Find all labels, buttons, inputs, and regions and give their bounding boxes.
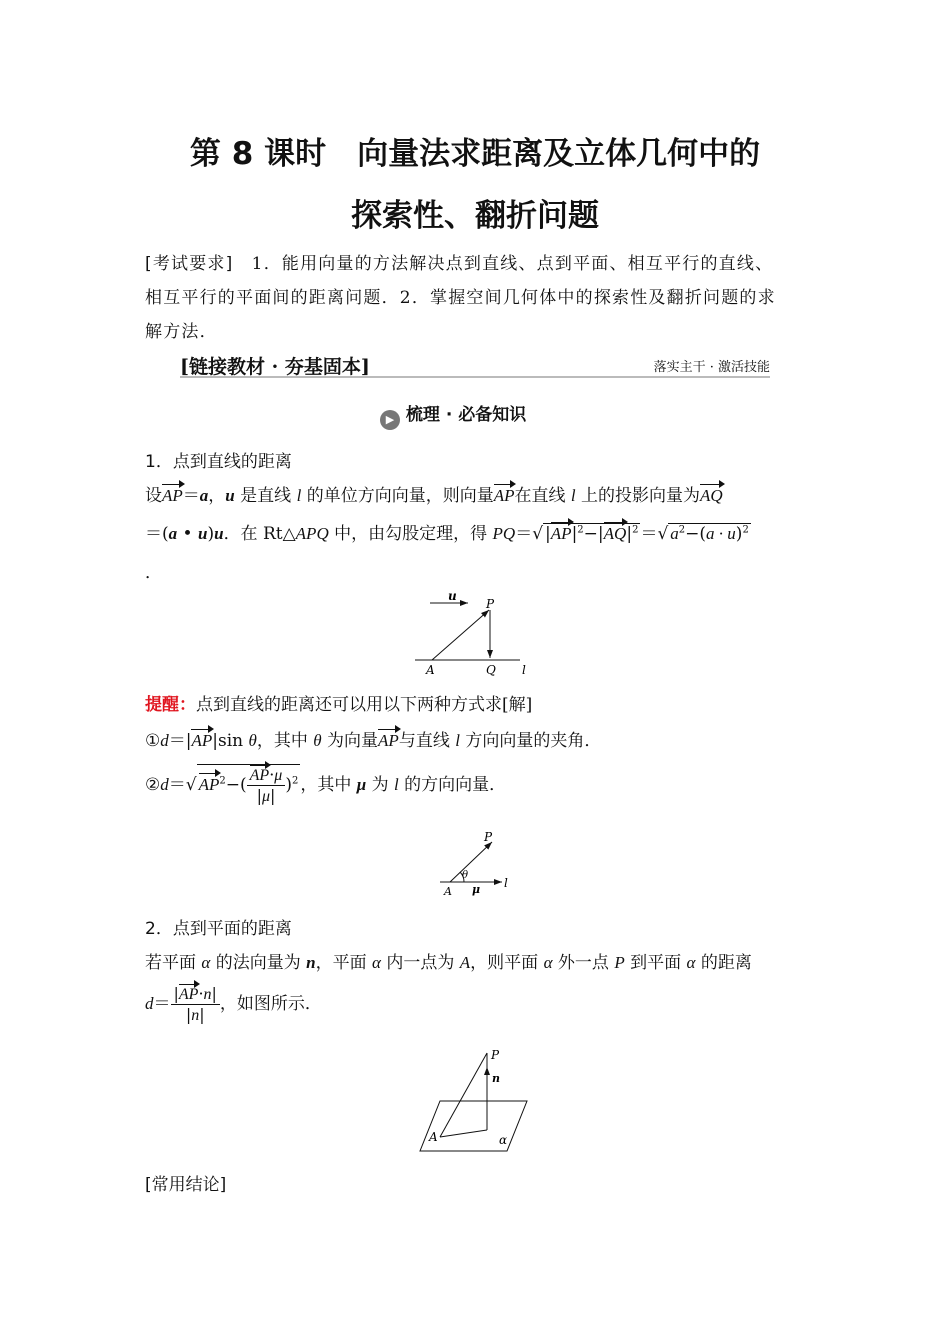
t: d (145, 994, 154, 1013)
t: ，则平面 (470, 953, 544, 973)
t: 是直线 (234, 486, 297, 506)
figure-point-to-line (410, 588, 540, 678)
t: 2 (219, 775, 226, 787)
t: 2 (742, 524, 749, 536)
tip-label: 提醒： (145, 695, 196, 715)
t: 2 (678, 524, 686, 536)
t: 内一点为 (380, 953, 460, 973)
t: AP (249, 767, 270, 784)
subsection-label: 梳理 · 必备知识 (405, 405, 527, 425)
t: PQ (492, 524, 516, 543)
t: 与直线 (398, 731, 456, 751)
t: α (201, 953, 211, 972)
sqrt-expression: $|AP|^2-|AQ|^2$ (545, 524, 639, 544)
t: ＝| (168, 731, 192, 751)
t: α (686, 953, 696, 972)
label: α (499, 1133, 508, 1147)
label: P (484, 830, 493, 844)
t: a (199, 486, 209, 505)
t: 若平面 (145, 953, 202, 973)
t: a (670, 524, 679, 543)
t: d (160, 731, 169, 750)
title-line-1: 第 8 课时 向量法求距离及立体几何中的 (189, 136, 761, 172)
t: A (459, 953, 471, 972)
label: μ (472, 883, 481, 896)
t: |sin (212, 731, 249, 751)
t: − (685, 524, 700, 544)
t: − (583, 524, 598, 544)
t: AP (378, 731, 399, 750)
vector-aq: AQ (700, 486, 723, 505)
t: • (177, 524, 198, 544)
t: l (570, 486, 576, 505)
t: ＝ (515, 524, 533, 544)
s1-para-line-2: ＝(a • u)u．在 Rt△APQ 中，由勾股定理，得 PQ＝√ $|AP|^2-|AQ|^2$ ＝√ $a^2-(a \cdot u)^2$ (145, 524, 749, 544)
t: μ (261, 788, 270, 805)
t: θ (313, 731, 322, 750)
fraction: $\frac{AP\cdot\mu}{|\mu|}$ (247, 765, 286, 806)
t: θ (248, 731, 257, 750)
label: l (504, 876, 508, 890)
t: 上的投影向量为 (575, 486, 701, 506)
t: u (214, 524, 224, 543)
t: ， (208, 486, 226, 506)
t: l (296, 486, 302, 505)
t: 在直线 (514, 486, 571, 506)
s1-para-line-1 (145, 481, 723, 506)
requirements-label: [考试要求] (145, 254, 234, 274)
tip-method-1 (145, 726, 601, 751)
t: u (225, 486, 235, 505)
sqrt-expression: $AP^2-$( $\frac{AP\cdot\mu}{|\mu|}$ )$^2$ (198, 765, 299, 805)
play-icon: ▶ (380, 410, 400, 430)
t: ① (145, 731, 161, 751)
t: P (614, 953, 625, 972)
label: u (448, 589, 457, 603)
requirements-line-1 (145, 249, 773, 274)
t: μ (274, 767, 283, 784)
t: μ (356, 775, 367, 794)
t: ，其中 (256, 731, 314, 751)
t: u (197, 524, 208, 543)
label: P (486, 597, 495, 611)
t: d (160, 775, 169, 794)
t: n (203, 986, 212, 1003)
t: 到平面 (624, 953, 687, 973)
s2-line-1 (145, 948, 752, 973)
requirements-line-2: 相互平行的平面间的距离问题．2．掌握空间几何体中的探索性及翻折问题的求 (145, 288, 776, 308)
banner-title: [链接教材 · 夯基固本] (180, 356, 370, 378)
section-banner (180, 352, 770, 378)
label: θ (462, 870, 469, 881)
t: 外一点 (552, 953, 615, 973)
t: AQ (603, 524, 627, 543)
vector-ap: AP (162, 486, 183, 505)
s2-heading: 2．点到平面的距离 (145, 919, 292, 939)
t: AP (178, 986, 199, 1003)
vector-ap: AP (493, 486, 515, 505)
label: n (492, 1072, 500, 1085)
t: ) (207, 524, 215, 544)
t: 的距离 (695, 953, 752, 973)
t: 为向量 (321, 731, 379, 751)
label: A (429, 1130, 438, 1144)
s2-line-2 (145, 984, 322, 1025)
fraction: $\frac{|AP\cdot n|}{|n|}$ (171, 984, 220, 1025)
t: 设 (145, 486, 162, 506)
s1-period: ． (145, 563, 162, 583)
t: a (168, 524, 178, 543)
t: ＝ (640, 524, 658, 544)
tip-method-2: ②d＝√ $AP^2-$( $\frac{AP\cdot\mu}{|\mu|}$ )$^2$ ，其中 μ 为 l 的方向向量． (145, 765, 507, 805)
t: l (455, 731, 460, 750)
t: 2 (291, 775, 299, 787)
t: 为 (366, 775, 395, 795)
t: ＝ (182, 486, 200, 506)
t: ＝( (145, 524, 169, 544)
t: 点到直线的距离还可以用以下两种方式求[解] (196, 695, 533, 715)
label: l (522, 663, 526, 677)
t: 2 (577, 524, 584, 536)
subsection-heading (380, 400, 526, 430)
tip-line (145, 690, 532, 715)
figure-point-to-plane (415, 1045, 535, 1155)
t: n (306, 953, 316, 972)
s1-heading: 1．点到直线的距离 (145, 452, 292, 472)
t: 的单位方向向量，则向量 (301, 486, 494, 506)
label: Q (486, 663, 496, 677)
t: l (394, 775, 399, 794)
t: ② (145, 775, 161, 795)
label: A (426, 663, 435, 677)
t: 方向向量的夹角． (459, 731, 602, 751)
t: ．在 Rt△ (223, 524, 296, 544)
t: ，平面 (315, 953, 373, 973)
t: ＝ (153, 994, 171, 1014)
label: P (491, 1048, 500, 1062)
banner-subtitle: 落实主干 · 激活技能 (653, 360, 770, 375)
text: 1．能用向量的方法解决点到直线、点到平面、相互平行的直线、 (251, 254, 774, 274)
t: AP (198, 775, 220, 794)
t: α (543, 953, 553, 972)
requirements-line-3: 解方法． (145, 322, 218, 342)
t: 2 (632, 524, 639, 536)
t: ，如图所示． (219, 994, 322, 1014)
t: 的法向量为 (210, 953, 307, 973)
title-line-2: 探索性、翻折问题 (351, 198, 599, 234)
figure-angle (430, 825, 520, 900)
t: AP (550, 524, 572, 543)
t: − (225, 775, 240, 795)
t: AP (191, 731, 213, 750)
t: n (191, 1007, 200, 1024)
t: 中，由勾股定理，得 (328, 524, 493, 544)
common-conclusions-label: [常用结论] (145, 1175, 227, 1195)
t: 的方向向量． (398, 775, 507, 795)
label: A (444, 885, 452, 898)
t: ＝ (168, 775, 186, 795)
sqrt-expression: $a^2-(a \cdot u)^2$ (670, 524, 749, 544)
t: a · u (706, 524, 736, 543)
t: ，其中 (300, 775, 357, 795)
t: APQ (295, 524, 329, 543)
t: α (372, 953, 381, 972)
